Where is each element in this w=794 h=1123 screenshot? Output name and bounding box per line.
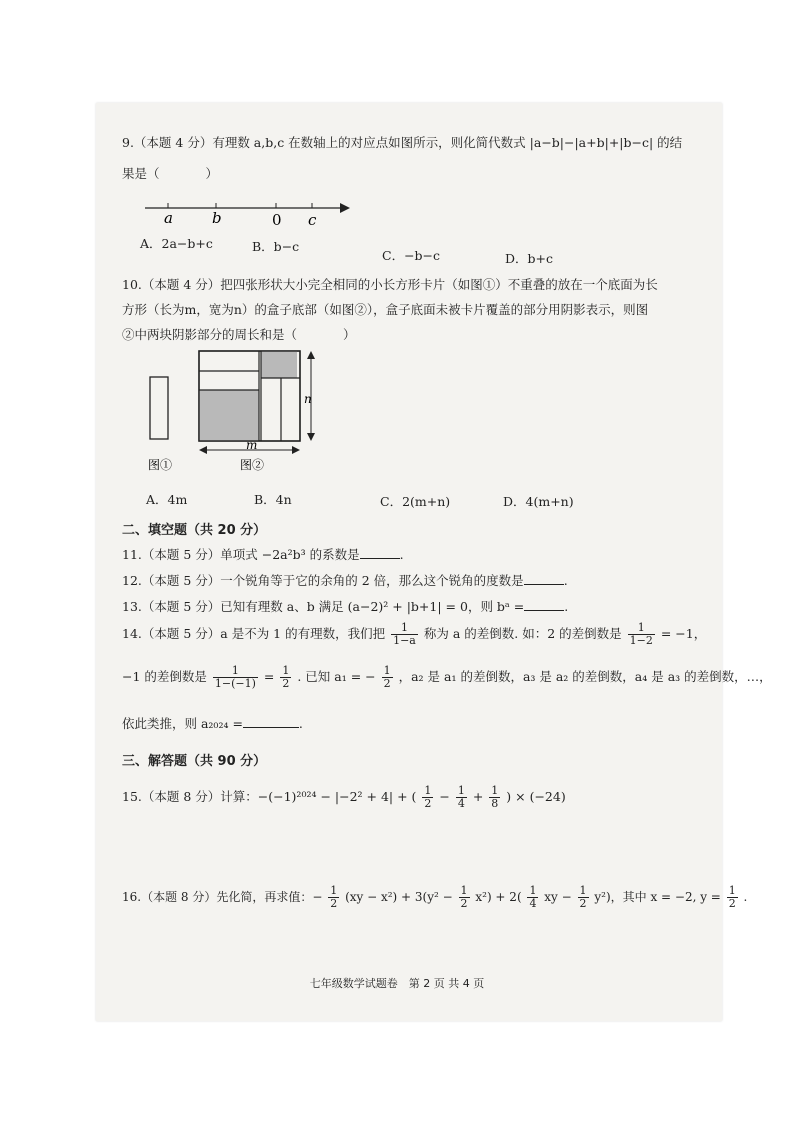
box-cards-figure bbox=[140, 345, 340, 475]
n-arrow-top bbox=[307, 351, 315, 359]
q16-frac-5: $\frac{1}{2}$ bbox=[728, 884, 736, 910]
q16-frac-2: $\frac{1}{2}$ bbox=[460, 884, 468, 910]
q9-stem: 果是（ bbox=[122, 166, 160, 181]
q13-answer-blank[interactable] bbox=[524, 598, 564, 611]
q14-answer-blank[interactable] bbox=[243, 715, 299, 728]
q14-frac-a1: $\frac{1}{2}$ bbox=[383, 664, 391, 690]
n-arrow-bottom bbox=[307, 433, 315, 441]
q9-line2 bbox=[122, 166, 218, 182]
section-fill-in-title: 二、填空题（共 20 分） bbox=[122, 523, 267, 538]
m-arrow-right bbox=[292, 446, 300, 454]
q12-end: . bbox=[563, 573, 568, 588]
q10-stem: ②中两块阴影部分的周长和是（ bbox=[122, 327, 298, 342]
q14-text-d: −1 的差倒数是 bbox=[122, 669, 207, 684]
q14-frac-half: $\frac{1}{2}$ bbox=[282, 664, 290, 690]
axis-label-b: b bbox=[212, 209, 222, 227]
q12-answer-blank[interactable] bbox=[524, 572, 564, 585]
q16-frac-4: $\frac{1}{2}$ bbox=[579, 884, 587, 910]
q14-line3 bbox=[122, 715, 303, 732]
q15-text-b: ) × (−24) bbox=[506, 789, 566, 804]
shaded-region-top-right bbox=[261, 351, 297, 378]
q16-text-c: x²) + 2( bbox=[475, 890, 522, 904]
q10-paren-close: ） bbox=[343, 327, 356, 342]
axis-label-0: 0 bbox=[272, 211, 282, 229]
q9-option-c: C．−b−c bbox=[382, 248, 441, 263]
q9-option-a: A．2a−b+c bbox=[140, 236, 213, 251]
q16 bbox=[122, 885, 747, 910]
q10-line1: 10.（本题 4 分）把四张形状大小完全相同的小长方形卡片（如图①）不重叠的放在一个底面为长 bbox=[122, 277, 658, 292]
number-line-figure bbox=[140, 195, 360, 229]
q10-option-b: B．4n bbox=[254, 492, 292, 507]
q15-frac-quarter: $\frac{1}{4}$ bbox=[457, 784, 465, 810]
q15-plus: + bbox=[472, 789, 488, 804]
q16-text-d: xy − bbox=[544, 890, 572, 904]
q16-text-b: (xy − x²) + 3(y² − bbox=[345, 890, 453, 904]
q14-end: . bbox=[298, 716, 303, 731]
q10-option-c: C．2(m+n) bbox=[380, 494, 451, 509]
axis-label-c: c bbox=[308, 211, 317, 229]
q13 bbox=[122, 598, 568, 615]
q16-text-a: 16.（本题 8 分）先化简，再求值：− bbox=[122, 890, 323, 904]
q16-text-e: y²)，其中 x = −2, y = bbox=[594, 890, 721, 904]
q12-text: 12.（本题 5 分）一个锐角等于它的余角的 2 倍，那么这个锐角的度数是 bbox=[122, 573, 524, 588]
q10-option-a: A．4m bbox=[146, 492, 188, 507]
q9-option-b: B．b−c bbox=[252, 239, 300, 254]
q14-text-a: 14.（本题 5 分）a 是不为 1 的有理数，我们把 bbox=[122, 626, 386, 641]
fig1-caption: 图① bbox=[148, 458, 173, 472]
q14-text-c: = −1， bbox=[660, 626, 707, 641]
q14-frac-def: $\frac{1}{1-a}$ bbox=[393, 621, 416, 647]
q15-frac-half: $\frac{1}{2}$ bbox=[424, 784, 432, 810]
q10-line3 bbox=[122, 327, 356, 343]
q14-text-g: ，a₂ 是 a₁ 的差倒数，a₃ 是 a₂ 的差倒数，a₄ 是 a₃ 的差倒数，…， bbox=[398, 669, 772, 684]
q15-minus: − bbox=[439, 789, 454, 804]
q13-text: 13.（本题 5 分）已知有理数 a、b 满足 (a−2)² + |b+1| = 0，则 bᵃ = bbox=[122, 599, 525, 614]
q15 bbox=[122, 785, 566, 810]
q9-option-d: D．b+c bbox=[505, 251, 553, 266]
q14-line2 bbox=[122, 665, 772, 690]
q9-paren-close: ） bbox=[205, 166, 219, 181]
q14-line1 bbox=[122, 622, 706, 647]
q9-line1: 9.（本题 4 分）有理数 a,b,c 在数轴上的对应点如图所示，则化简代数式 |a−b|−|a+b|+|b−c| 的结 bbox=[122, 135, 683, 150]
fig1-card bbox=[150, 377, 168, 439]
q11-answer-blank[interactable] bbox=[360, 546, 400, 559]
q16-text-f: . bbox=[743, 890, 748, 904]
fig2-caption: 图② bbox=[240, 458, 265, 472]
q15-text-a: 15.（本题 8 分）计算：−(−1)²⁰²⁴ − |−2² + 4| + ( bbox=[122, 789, 417, 804]
axis-label-a: a bbox=[164, 209, 173, 227]
page-footer: 七年级数学试题卷 第 2 页 共 4 页 bbox=[309, 977, 485, 990]
q14-frac-neg1: $\frac{1}{1-(-1)}$ bbox=[214, 664, 256, 690]
m-arrow-left bbox=[199, 446, 207, 454]
q11-end: . bbox=[399, 547, 404, 562]
q14-frac-example: $\frac{1}{1-2}$ bbox=[629, 621, 653, 647]
q14-text-h: 依此类推，则 a₂₀₂₄ = bbox=[122, 716, 243, 731]
q14-text-f: . 已知 a₁ = − bbox=[297, 669, 376, 684]
q16-frac-1: $\frac{1}{2}$ bbox=[330, 884, 338, 910]
n-label: n bbox=[304, 392, 312, 406]
q11-text: 11.（本题 5 分）单项式 −2a²b³ 的系数是 bbox=[122, 547, 360, 562]
q10-option-d: D．4(m+n) bbox=[503, 494, 574, 509]
q13-end: . bbox=[564, 599, 569, 614]
q15-frac-eighth: $\frac{1}{8}$ bbox=[491, 784, 499, 810]
number-line-arrow bbox=[340, 203, 350, 213]
q14-text-b: 称为 a 的差倒数. 如：2 的差倒数是 bbox=[423, 626, 622, 641]
q14-text-e: = bbox=[263, 669, 275, 684]
q16-frac-3: $\frac{1}{4}$ bbox=[529, 884, 537, 910]
section-solve-title: 三、解答题（共 90 分） bbox=[122, 754, 267, 769]
q12 bbox=[122, 572, 568, 589]
q10-line2: 方形（长为m，宽为n）的盒子底部（如图②），盒子底面未被卡片覆盖的部分用阴影表示，则图 bbox=[122, 302, 649, 317]
shaded-region-bottom-left bbox=[199, 390, 259, 441]
q11 bbox=[122, 546, 404, 563]
m-label: m bbox=[246, 438, 258, 452]
